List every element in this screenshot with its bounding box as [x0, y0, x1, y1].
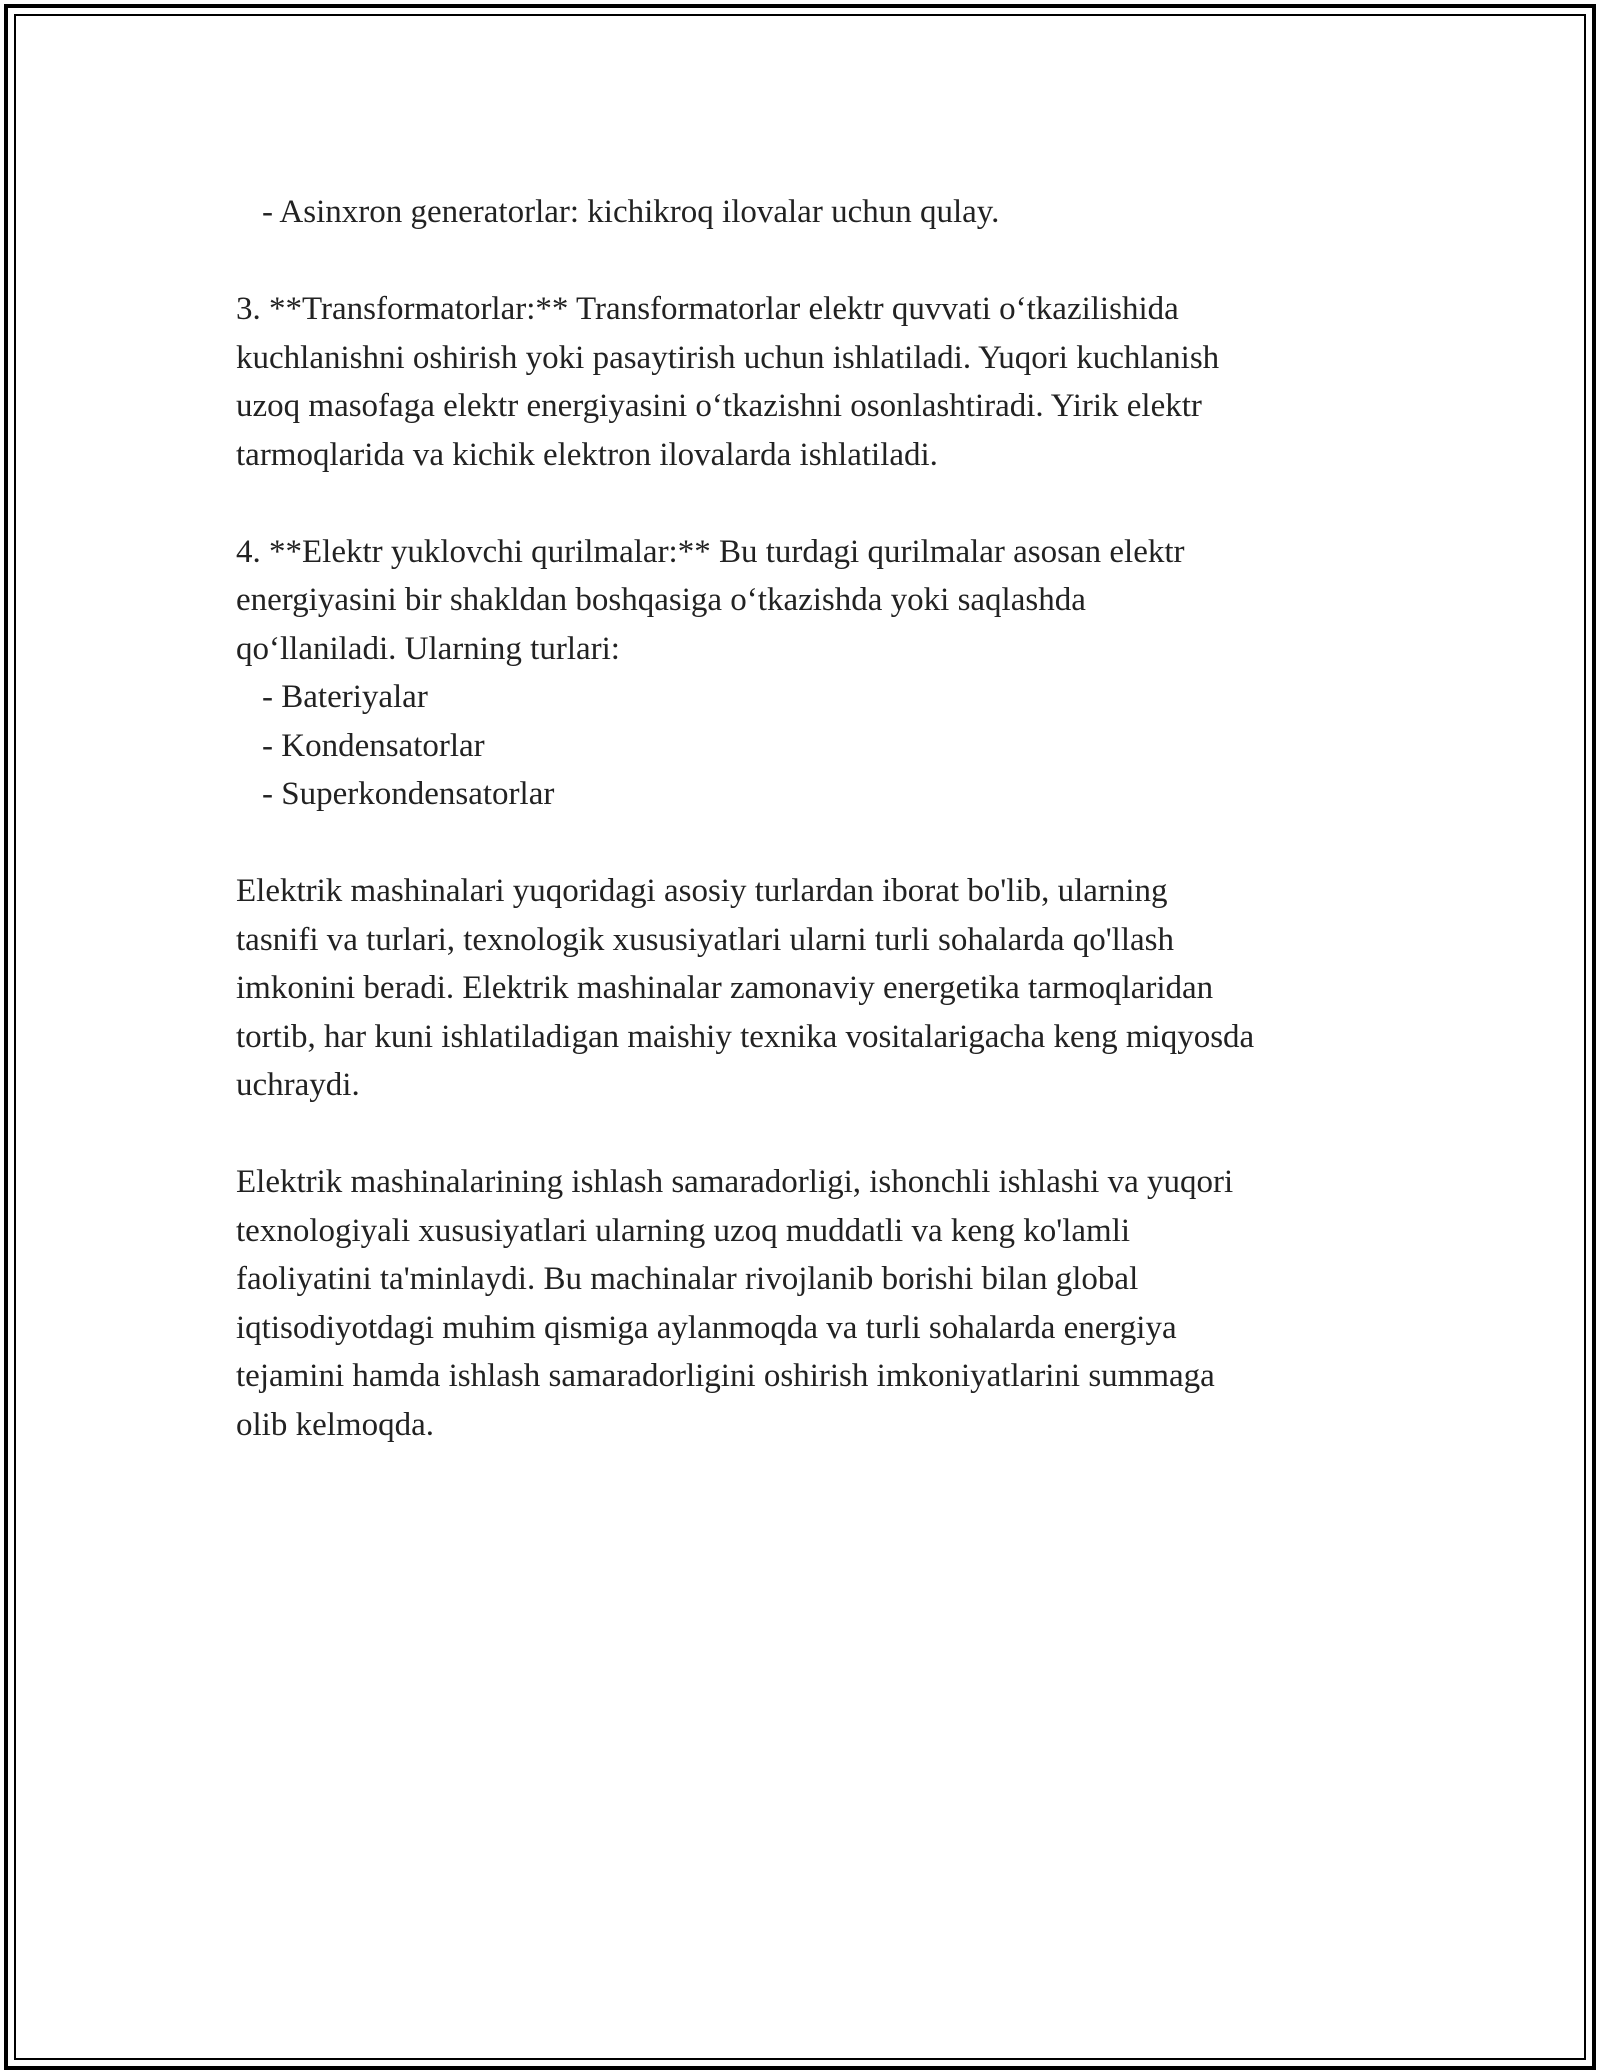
text-line: energiyasini bir shakldan boshqasiga o‘tkazishda yoki saqlashda	[236, 582, 1086, 618]
text-line: - Asinxron generatorlar: kichikroq ilovalar uchun qulay.	[262, 194, 1000, 230]
text-line: olib kelmoqda.	[236, 1406, 434, 1443]
list-item-asinxron	[236, 188, 1396, 237]
text-line: Elektrik mashinalarining ishlash samaradorligi, ishonchli ishlashi va yuqori	[236, 1164, 1234, 1200]
text-line: Elektrik mashinalari yuqoridagi asosiy turlardan iborat bo'lib, ularning	[236, 873, 1168, 909]
paragraph-summary-2	[236, 1158, 1396, 1449]
paragraph-gap	[236, 237, 1396, 286]
paragraph-gap	[236, 479, 1396, 528]
paragraph-gap	[236, 1110, 1396, 1159]
text-line: tejamini hamda ishlash samaradorligini oshirish imkoniyatlarini summaga	[236, 1358, 1215, 1394]
text-line: kuchlanishni oshirish yoki pasaytirish uchun ishlatiladi. Yuqori kuchlanish	[236, 339, 1220, 376]
paragraph-transformatorlar	[236, 285, 1396, 479]
text-line: uzoq masofaga elektr energiyasini o‘tkazishni osonlashtiradi. Yirik elektr	[236, 388, 1202, 424]
text-line: tortib, har kuni ishlatiladigan maishiy texnika vositalarigacha keng miqyosda	[236, 1018, 1255, 1055]
list-item-bateriyalar: - Bateriyalar	[262, 679, 428, 715]
text-line: 4. **Elektr yuklovchi qurilmalar:** Bu turdagi qurilmalar asosan elektr	[236, 533, 1185, 570]
text-line: uchraydi.	[236, 1067, 360, 1103]
paragraph-elektr-yuklovchi	[236, 528, 1396, 819]
text-line: imkonini beradi. Elektrik mashinalar zamonaviy energetika tarmoqlaridan	[236, 970, 1214, 1006]
text-line: faoliyatini ta'minlaydi. Bu machinalar rivojlanib borishi bilan global	[236, 1261, 1139, 1297]
list-item-kondensatorlar: - Kondensatorlar	[262, 727, 485, 764]
text-line: iqtisodiyotdagi muhim qismiga aylanmoqda va turli sohalarda energiya	[236, 1309, 1177, 1346]
paragraph-gap	[236, 819, 1396, 868]
text-line: qo‘llaniladi. Ularning turlari:	[236, 630, 620, 667]
list-item-superkondensatorlar: - Superkondensatorlar	[262, 776, 555, 812]
document-body	[236, 188, 1396, 1449]
text-line: tarmoqlarida va kichik elektron ilovalarda ishlatiladi.	[236, 436, 938, 473]
text-line: 3. **Transformatorlar:** Transformatorlar elektr quvvati o‘tkazilishida	[236, 291, 1179, 327]
text-line: tasnifi va turlari, texnologik xususiyatlari ularni turli sohalarda qo'llash	[236, 921, 1174, 958]
text-line: texnologiyali xususiyatlari ularning uzoq muddatli va keng ko'lamli	[236, 1212, 1131, 1249]
paragraph-summary-1	[236, 867, 1396, 1110]
